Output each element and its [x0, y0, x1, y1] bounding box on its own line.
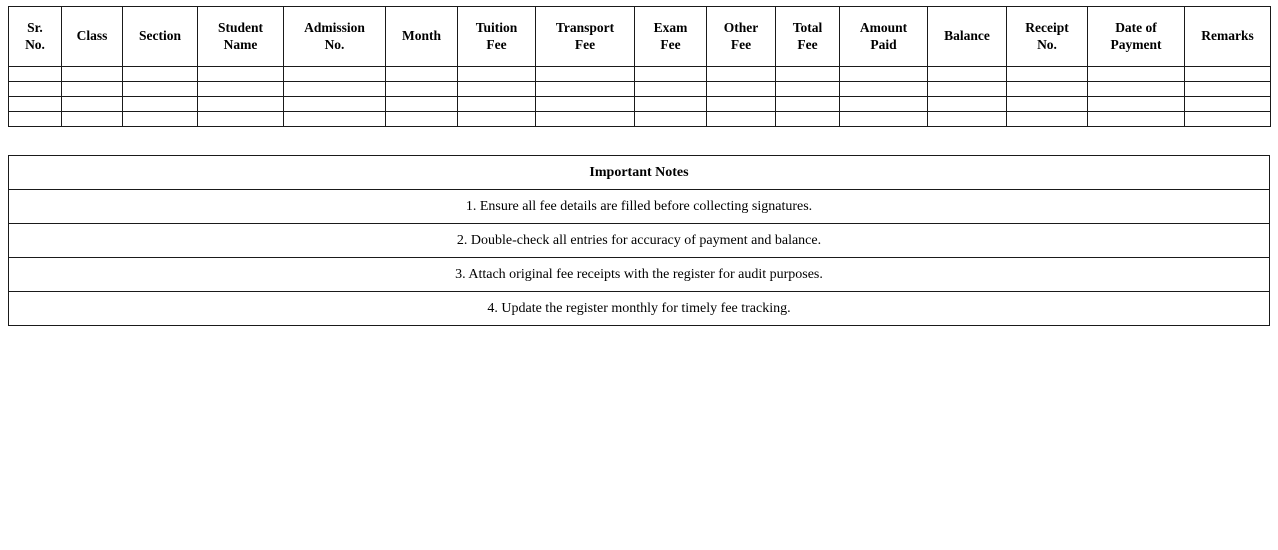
cell-exam-fee[interactable] — [635, 97, 707, 112]
cell-other-fee[interactable] — [707, 82, 776, 97]
column-header-student-name — [198, 7, 284, 67]
cell-tuition-fee[interactable] — [458, 82, 536, 97]
cell-date-of-payment[interactable] — [1088, 82, 1185, 97]
column-header-line2: Fee — [797, 36, 818, 52]
table-row[interactable] — [9, 97, 1271, 112]
column-header-line1: Section — [139, 28, 181, 44]
column-header-line2: Paid — [870, 36, 897, 52]
cell-date-of-payment[interactable] — [1088, 112, 1185, 127]
column-header-line1: Balance — [944, 28, 990, 44]
column-header-total-fee — [776, 7, 840, 67]
important-notes-title: Important Notes — [9, 156, 1270, 190]
column-header-line1: Month — [401, 28, 441, 44]
column-header-line2: Name — [223, 36, 258, 52]
table-row[interactable] — [9, 82, 1271, 97]
cell-exam-fee[interactable] — [635, 67, 707, 82]
cell-class[interactable] — [62, 67, 123, 82]
column-header-class — [62, 7, 123, 67]
cell-month[interactable] — [386, 112, 458, 127]
cell-receipt-no[interactable] — [1007, 82, 1088, 97]
cell-section[interactable] — [123, 67, 198, 82]
important-notes-header-row — [9, 156, 1270, 190]
fee-register-table-container — [8, 6, 1270, 127]
cell-admission-no[interactable] — [284, 97, 386, 112]
cell-month[interactable] — [386, 82, 458, 97]
cell-section[interactable] — [123, 112, 198, 127]
cell-other-fee[interactable] — [707, 97, 776, 112]
cell-amount-paid[interactable] — [840, 112, 928, 127]
cell-month[interactable] — [386, 97, 458, 112]
important-notes-header-group — [9, 156, 1270, 190]
column-header-line2: Fee — [660, 36, 681, 52]
cell-sr-no[interactable] — [9, 67, 62, 82]
cell-total-fee[interactable] — [776, 82, 840, 97]
column-header-date-of-payment — [1088, 7, 1185, 67]
note-item-2: 2. Double-check all entries for accuracy of payment and balance. — [9, 224, 1270, 258]
cell-balance[interactable] — [928, 67, 1007, 82]
column-header-sr-no — [9, 7, 62, 67]
column-header-line1: Exam — [653, 20, 688, 36]
list-item — [9, 190, 1270, 224]
cell-student-name[interactable] — [198, 82, 284, 97]
fee-register-header-row — [9, 7, 1271, 67]
cell-section[interactable] — [123, 97, 198, 112]
column-header-balance — [928, 7, 1007, 67]
column-header-line1: Remarks — [1201, 28, 1254, 44]
column-header-line2: No. — [324, 36, 345, 52]
fee-register-table — [8, 6, 1271, 127]
fee-register-body — [9, 67, 1271, 127]
column-header-line1: Receipt — [1025, 20, 1069, 36]
cell-sr-no[interactable] — [9, 97, 62, 112]
column-header-line1: Admission — [304, 20, 365, 36]
cell-sr-no[interactable] — [9, 82, 62, 97]
cell-date-of-payment[interactable] — [1088, 97, 1185, 112]
cell-student-name[interactable] — [198, 112, 284, 127]
cell-sr-no[interactable] — [9, 112, 62, 127]
column-header-line1: Tuition — [475, 20, 518, 36]
cell-date-of-payment[interactable] — [1088, 67, 1185, 82]
cell-admission-no[interactable] — [284, 112, 386, 127]
cell-section[interactable] — [123, 82, 198, 97]
cell-total-fee[interactable] — [776, 97, 840, 112]
table-row[interactable] — [9, 67, 1271, 82]
important-notes-table — [8, 155, 1270, 326]
note-item-4: 4. Update the register monthly for timely fee tracking. — [9, 292, 1270, 326]
cell-admission-no[interactable] — [284, 82, 386, 97]
column-header-line1: Other — [723, 20, 759, 36]
cell-other-fee[interactable] — [707, 112, 776, 127]
cell-amount-paid[interactable] — [840, 82, 928, 97]
column-header-line2: Fee — [730, 36, 752, 52]
cell-amount-paid[interactable] — [840, 97, 928, 112]
cell-receipt-no[interactable] — [1007, 67, 1088, 82]
cell-tuition-fee[interactable] — [458, 112, 536, 127]
cell-total-fee[interactable] — [776, 67, 840, 82]
column-header-line2: Fee — [486, 36, 507, 52]
important-notes-container — [8, 155, 1270, 326]
cell-transport-fee[interactable] — [536, 67, 635, 82]
column-header-line1: Transport — [555, 20, 615, 36]
cell-month[interactable] — [386, 67, 458, 82]
cell-transport-fee[interactable] — [536, 112, 635, 127]
cell-exam-fee[interactable] — [635, 112, 707, 127]
cell-balance[interactable] — [928, 97, 1007, 112]
cell-class[interactable] — [62, 82, 123, 97]
cell-student-name[interactable] — [198, 67, 284, 82]
cell-student-name[interactable] — [198, 97, 284, 112]
cell-tuition-fee[interactable] — [458, 67, 536, 82]
column-header-transport-fee — [536, 7, 635, 67]
column-header-line1: Date of — [1115, 20, 1157, 36]
list-item — [9, 292, 1270, 326]
column-header-line2: No. — [1037, 36, 1057, 52]
column-header-line1: Total — [792, 20, 823, 36]
table-row[interactable] — [9, 112, 1271, 127]
fee-register-header-row-group — [9, 7, 1271, 67]
cell-class[interactable] — [62, 112, 123, 127]
column-header-tuition-fee — [458, 7, 536, 67]
cell-remarks[interactable] — [1185, 112, 1271, 127]
column-header-line1: Amount — [859, 20, 908, 36]
column-header-amount-paid — [840, 7, 928, 67]
column-header-remarks — [1185, 7, 1271, 67]
cell-receipt-no[interactable] — [1007, 112, 1088, 127]
column-header-line2: Fee — [574, 36, 596, 52]
column-header-section — [123, 7, 198, 67]
cell-total-fee[interactable] — [776, 112, 840, 127]
cell-receipt-no[interactable] — [1007, 97, 1088, 112]
cell-other-fee[interactable] — [707, 67, 776, 82]
cell-transport-fee[interactable] — [536, 82, 635, 97]
column-header-line1: Student — [217, 20, 263, 36]
column-header-month — [386, 7, 458, 67]
column-header-admission-no — [284, 7, 386, 67]
column-header-receipt-no — [1007, 7, 1088, 67]
important-notes-body — [9, 190, 1270, 326]
cell-remarks[interactable] — [1185, 97, 1271, 112]
cell-remarks[interactable] — [1185, 67, 1271, 82]
list-item — [9, 224, 1270, 258]
cell-amount-paid[interactable] — [840, 67, 928, 82]
column-header-line1: Sr. — [27, 20, 43, 36]
note-item-3: 3. Attach original fee receipts with the register for audit purposes. — [9, 258, 1270, 292]
column-header-line1: Class — [76, 28, 108, 44]
cell-balance[interactable] — [928, 82, 1007, 97]
list-item — [9, 258, 1270, 292]
cell-transport-fee[interactable] — [536, 97, 635, 112]
cell-exam-fee[interactable] — [635, 82, 707, 97]
note-item-1: 1. Ensure all fee details are filled before collecting signatures. — [9, 190, 1270, 224]
cell-balance[interactable] — [928, 112, 1007, 127]
column-header-exam-fee — [635, 7, 707, 67]
column-header-line2: Payment — [1110, 36, 1162, 52]
cell-remarks[interactable] — [1185, 82, 1271, 97]
cell-class[interactable] — [62, 97, 123, 112]
column-header-line2: No. — [25, 36, 45, 52]
column-header-other-fee — [707, 7, 776, 67]
cell-admission-no[interactable] — [284, 67, 386, 82]
cell-tuition-fee[interactable] — [458, 97, 536, 112]
